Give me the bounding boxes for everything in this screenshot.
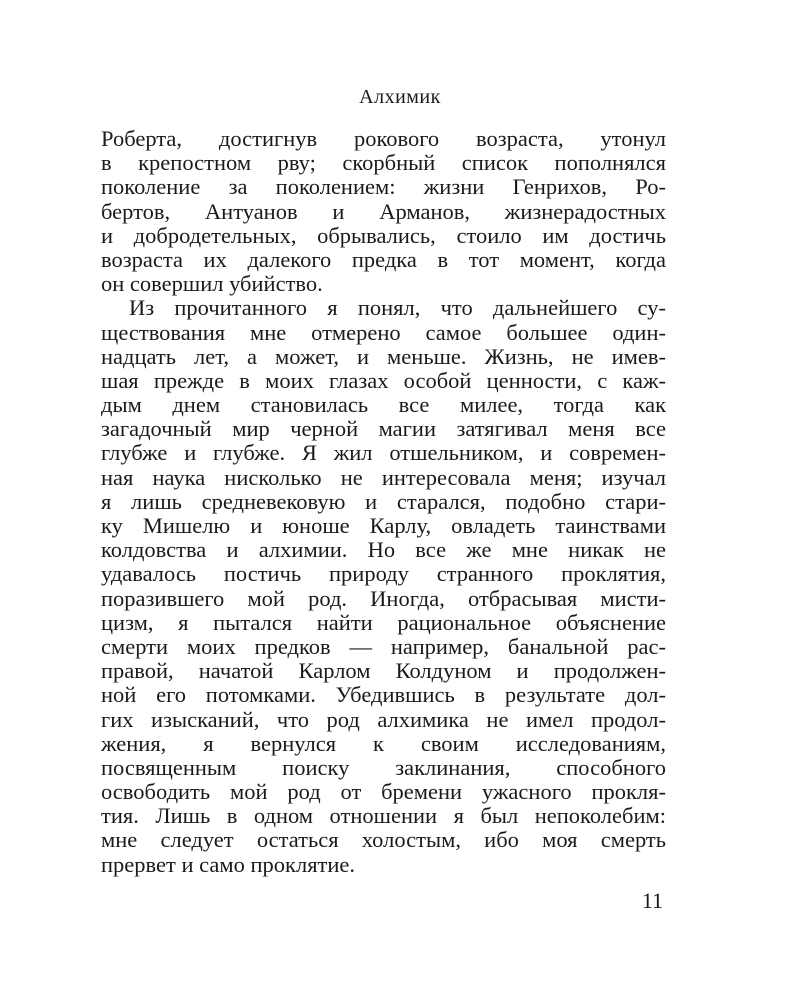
text-line: мне следует остаться холостым, ибо моя смерть [101,827,666,853]
text-line: жения, я вернулся к своим исследованиям, [101,730,666,756]
text-line: смерти моих предков — например, банальной рас- [101,633,666,659]
text-line: Роберта, достигнув рокового возраста, утонул [101,126,666,151]
text-line: цизм, я пытался найти рациональное объяснение [101,609,666,635]
page-number: 11 [641,888,663,913]
text-line: ку Мишелю и юноше Карлу, овладеть таинствами [101,513,666,538]
text-line: удавалось постичь природу странного проклятия, [101,561,666,587]
text-line: шая прежде в моих глазах особой ценности, с каж- [101,367,666,393]
text-line: освободить мой род от бремени ужасного прокля- [101,779,666,805]
text-line: ная наука нисколько не интересовала меня; изучал [101,464,666,490]
paragraph-start-line: Из прочитанного я понял, что дальнейшего су- [129,295,666,321]
text-line: дым днем становилась все милее, тогда как [101,392,666,418]
text-line: поразившего мой род. Иногда, отбрасывая мисти- [101,585,666,611]
text-line: колдовства и алхимии. Но все же мне никак не [101,537,666,563]
text-line: надцать лет, а может, и меньше. Жизнь, не имев- [101,343,666,369]
text-line: я лишь средневековую и старался, подобно стари- [101,488,666,514]
text-line: глубже и глубже. Я жил отшельником, и современ- [101,440,666,466]
text-line: возраста их далекого предка в тот момент, когда [101,246,666,272]
text-line: тия. Лишь в одном отношении я был непоколебим: [101,803,666,829]
text-line: ществования мне отмерено самое большее один- [101,319,666,345]
text-line: поколение за поколением: жизни Генрихов, Ро- [101,174,666,200]
running-head: Алхимик [359,86,441,108]
paragraph-end-line: он совершил убийство. [101,271,323,297]
text-line: бертов, Антуанов и Арманов, жизнерадостных [101,198,666,224]
paragraph-end-line: прервет и само проклятие. [101,851,356,877]
text-line: гих изысканий, что род алхимика не имел продол- [101,706,666,732]
text-line: посвященным поиску заклинания, способного [101,754,666,780]
text-line: в крепостном рву; скорбный список пополнялся [101,150,666,176]
text-line: правой, начатой Карлом Колдуном и продолжен- [101,658,666,684]
text-line: загадочный мир черной магии затягивал меня все [101,416,666,442]
text-line: ной его потомками. Убедившись в результате дол- [101,682,666,708]
text-line: и добродетельных, обрывались, стоило им достичь [101,222,666,248]
body-text [101,127,666,877]
